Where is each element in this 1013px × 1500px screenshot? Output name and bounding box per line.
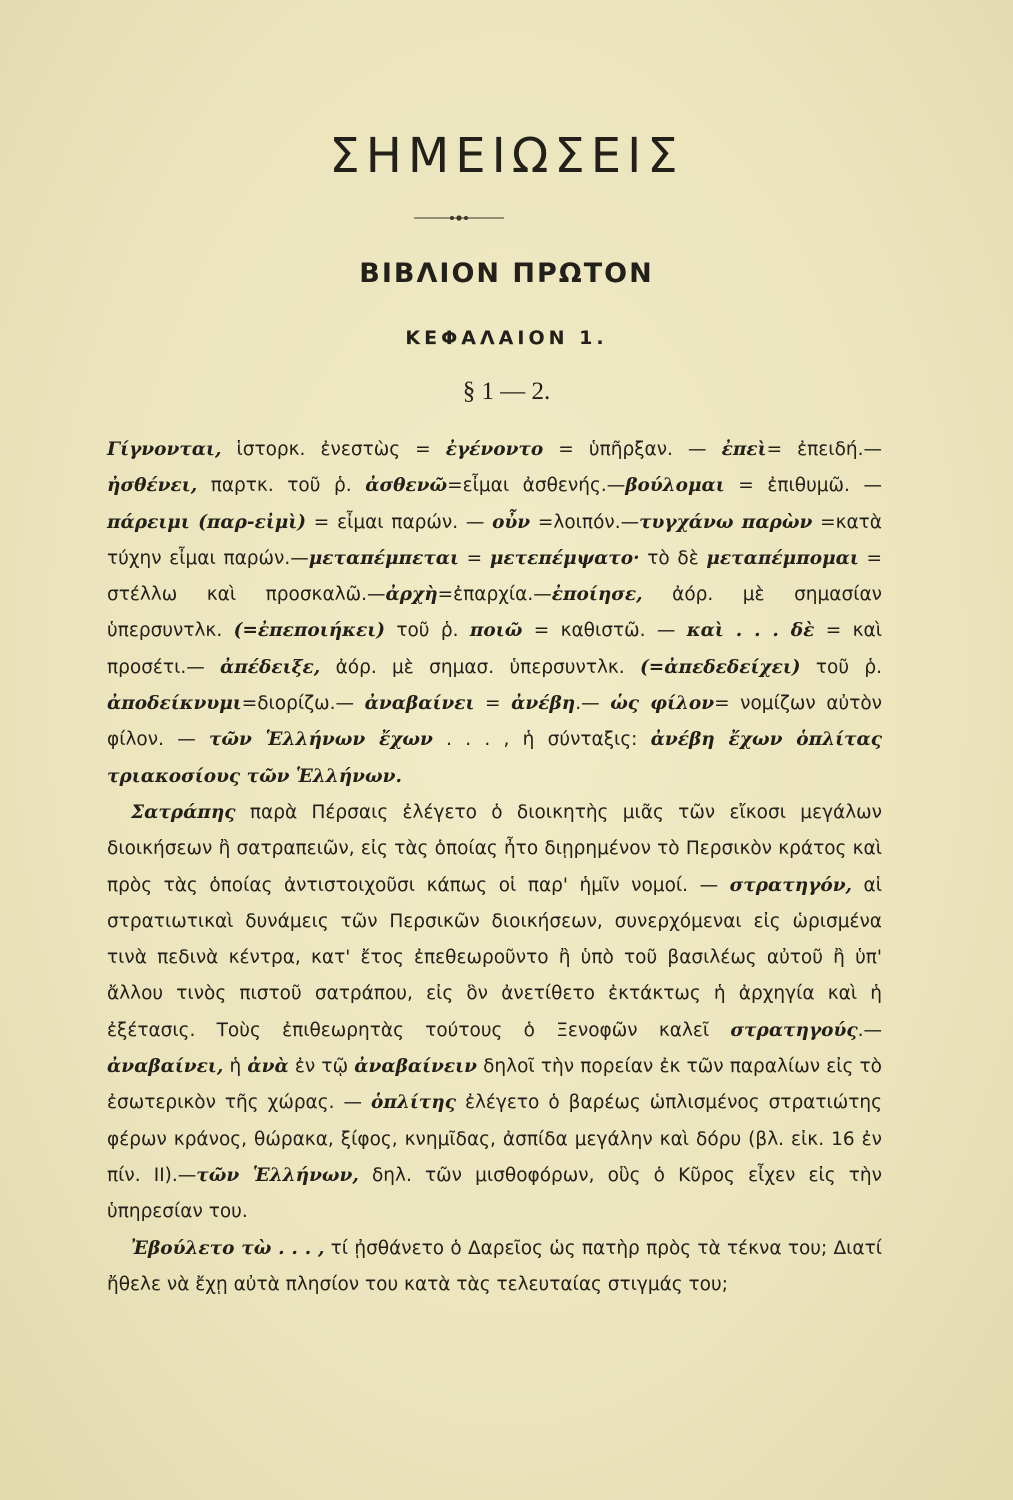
term: μεταπέμπομαι	[706, 547, 859, 569]
term: ἐγένοντο	[445, 439, 544, 460]
term: Σατράπης	[131, 801, 236, 823]
term: ἐπεὶ	[721, 439, 767, 460]
term: πάρειμι (παρ-εἰμὶ)	[107, 511, 307, 533]
text-run: = καὶ προσέτι.—	[107, 620, 882, 678]
note-paragraph	[107, 432, 882, 795]
text-run: τί ᾐσθάνετο ὁ Δαρεῖος ὡς πατὴρ πρὸς τὰ τέκνα του; Διατί ἤθελε νὰ ἔχῃ αὐτὰ πλησίον του κατὰ τὰς τελευταίας στιγμάς του;	[107, 1237, 882, 1295]
term: ἀποδείκνυμι	[107, 693, 242, 715]
text-run: ἡ	[223, 1056, 248, 1078]
term: ὡς φίλον	[610, 693, 715, 715]
text-run: τοῦ ῥ.	[800, 656, 882, 678]
page-title: ΣΗΜΕΙΩΣΕΙΣ	[329, 128, 684, 184]
term: ἀρχὴ	[385, 584, 438, 606]
text-run: =	[458, 547, 490, 569]
term: ἀπέδειξε,	[220, 656, 321, 678]
text-run: . . . , ἡ σύνταξις:	[432, 729, 651, 751]
text-run: =ἐπαρχία.—	[437, 584, 552, 606]
text-run: τὸ δὲ	[639, 547, 707, 569]
term: ἀνὰ	[247, 1056, 289, 1078]
term: ὁπλίτης	[371, 1092, 456, 1114]
text-run: .—	[575, 693, 611, 715]
ornament-divider-icon	[414, 210, 504, 226]
term: ἐποίησε,	[551, 584, 643, 606]
term: ἀναβαίνει	[364, 693, 475, 715]
term: βούλομαι	[625, 475, 725, 497]
text-run: δηλοῖ τὴν πορείαν ἐκ τῶν παραλίων εἰς τὸ ἐσωτερικὸν τῆς χώρας. —	[107, 1056, 882, 1114]
text-run: αἱ στρατιωτικαὶ δυνάμεις τῶν Περσικῶν διοικήσεων, συνερχόμεναι εἰς ὡρισμένα τινὰ πεδινὰ κέντρα, κατ' ἔτος ἐπεθεωροῦντο ἢ ὑπὸ τοῦ βασιλέως αὐτοῦ ἢ ὑπ' ἄλλου τινὸς πιστοῦ σατράπου, εἰς ὃν ἀνετίθετο ἐκτάκτως ἡ ἀρχηγία καὶ ἡ ἐξέτασις. Τοὺς ἐπιθεωρητὰς τούτους ὁ Ξενοφῶν καλεῖ	[107, 874, 882, 1041]
text-run: =διορίζω.—	[241, 693, 365, 715]
text-run: = ἐπειδή.—	[766, 439, 882, 460]
text-run: .—	[857, 1019, 882, 1041]
term: Γίγνονται,	[107, 439, 222, 460]
text-run: παρὰ Πέρσαις ἐλέγετο ὁ διοικητὴς μιᾶς τῶν εἴκοσι μεγάλων διοικήσεων ἢ σατραπειῶν, εἰς τὰς ὁποίας ἦτο διῃρημένον τὸ Περσικὸν κράτος καὶ πρὸς τὰς ὁποίας ἀντιστοιχοῦσι κάπως οἱ παρ' ἡμῖν νομοί. —	[107, 801, 882, 896]
chapter-heading: ΚΕΦΑΛΑΙΟΝ 1.	[405, 327, 608, 349]
term: μετεπέμψατο·	[489, 547, 640, 569]
text-run: = νομίζων αὐτὸν φίλον. —	[107, 693, 883, 751]
term: (=ἀπεδεδείχει)	[640, 656, 801, 678]
text-run: = στέλλω καὶ προσκαλῶ.—	[107, 547, 882, 606]
term: ἀναβαίνειν	[354, 1056, 477, 1078]
term: τῶν Ἑλλήνων ἔχων	[208, 729, 433, 751]
text-run: ἐλέγετο ὁ βαρέως ὡπλισμένος στρατιώτης φέρων κράνος, θώρακα, ξίφος, κνημῖδας, ἀσπίδα μεγάλην καὶ δόρυ (βλ. εἰκ. 16 ἐν πίν. II).—	[107, 1092, 882, 1186]
term: τῶν Ἑλλήνων,	[196, 1164, 359, 1186]
text-run: =εἶμαι ἀσθενής.—	[447, 475, 626, 497]
text-run: ἐν τῷ	[288, 1056, 355, 1078]
term: ποιῶ	[469, 620, 523, 642]
term: στρατηγόν,	[729, 874, 852, 896]
text-run: =	[474, 693, 512, 715]
term: τυγχάνω παρὼν	[639, 511, 813, 533]
text-run: ἀόρ. μὲ σημασίαν ὑπερσυντλκ.	[107, 584, 882, 642]
section-heading: § 1 — 2.	[462, 378, 551, 405]
note-paragraph	[107, 795, 882, 1231]
text-run: =λοιπόν.—	[530, 511, 640, 533]
text-run: =κατὰ τύχην εἶμαι παρών.—	[107, 511, 883, 569]
text-run: ἱστορκ. ἐνεστὼς =	[221, 439, 446, 460]
term: καὶ . . . δὲ	[686, 620, 815, 642]
term: ἀσθενῶ	[365, 475, 448, 497]
term: οὖν	[492, 511, 531, 533]
text-run: ἀόρ. μὲ σημασ. ὑπερσυντλκ.	[320, 656, 641, 678]
term: μεταπέμπεται	[308, 547, 459, 569]
term: ἀνέβη	[511, 693, 576, 715]
term: ἀναβαίνει,	[107, 1056, 224, 1078]
text-run: = καθιστῶ. —	[522, 620, 687, 642]
term: στρατηγούς	[730, 1019, 858, 1041]
term: Ἐβούλετο τὼ . . . ,	[131, 1237, 325, 1259]
text-run: = ἐπιθυμῶ. —	[724, 475, 882, 497]
text-run: τοῦ ῥ.	[384, 620, 470, 642]
term: ἀνέβη ἔχων ὁπλίτας τριακοσίους τῶν Ἑλλήνων.	[107, 729, 882, 787]
term: ἠσθένει,	[107, 475, 198, 497]
text-run: = εἶμαι παρών. —	[306, 511, 493, 533]
text-run: δηλ. τῶν μισθοφόρων, οὓς ὁ Κῦρος εἶχεν εἰς τὴν ὑπηρεσίαν του.	[107, 1164, 882, 1223]
text-run: = ὑπῆρξαν. —	[543, 439, 722, 460]
text-run: παρτκ. τοῦ ῥ.	[197, 475, 366, 497]
notes-body	[107, 432, 882, 1303]
book-title: ΒΙΒΛΙΟΝ ΠΡΩΤΟΝ	[359, 258, 654, 289]
note-paragraph	[107, 1231, 882, 1304]
term: (=ἐπεποιήκει)	[233, 620, 385, 642]
